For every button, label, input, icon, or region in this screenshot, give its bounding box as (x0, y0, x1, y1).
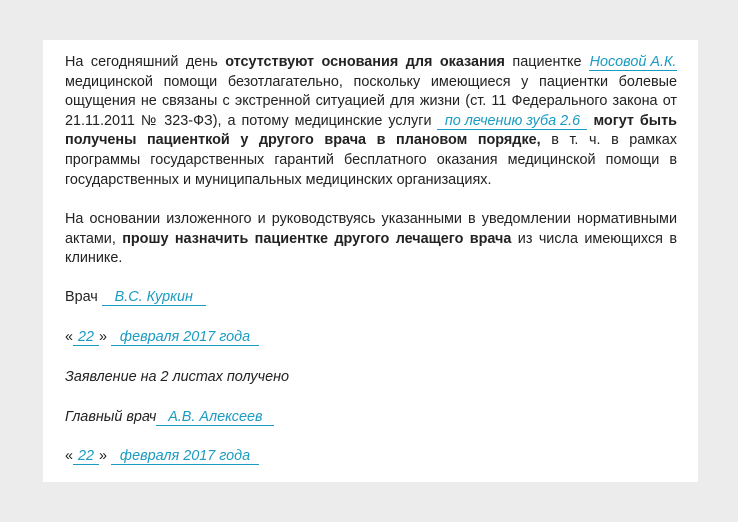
chief-signature-line (65, 408, 274, 428)
close-quote: » (99, 448, 108, 464)
document-page (43, 40, 698, 482)
month-year-field[interactable]: февраля 2017 года (111, 330, 259, 346)
open-quote: « (65, 329, 74, 345)
text: медицинской помощи безотлагательно, поскольку имеющиеся у пациентки болевые ощущения не связаны с экстренной ситуацией для жизни (ст. 11 Федерального закона от 21.11.2011 № 323-ФЗ), а потому медицинские услуги (65, 73, 677, 129)
date-line-2 (65, 447, 259, 467)
bold-text: могут быть получены пациенткой у другого врача в плановом порядке, (65, 112, 677, 149)
text: На основании изложенного и руководствуясь указанными в уведомлении нормативными актами, (65, 211, 677, 247)
day-field[interactable]: 22 (73, 330, 99, 346)
bold-text: отсутствуют основания для оказания (225, 54, 505, 70)
day-field[interactable]: 22 (73, 449, 99, 465)
date-line-1 (65, 328, 259, 348)
open-quote: « (65, 448, 74, 464)
doctor-label: Врач (65, 289, 98, 305)
bold-text: прошу назначить пациентке другого лечащего врача (122, 230, 512, 247)
doctor-signature-line (65, 288, 206, 308)
chief-label: Главный врач (65, 409, 157, 425)
text: На сегодняшний день (65, 54, 226, 70)
paragraph-request (65, 210, 677, 269)
text: из числа имеющихся в клинике. (65, 230, 677, 267)
month-year-field[interactable]: февраля 2017 года (111, 449, 259, 465)
close-quote: » (99, 329, 108, 345)
received-note: Заявление на 2 листах получено (65, 369, 289, 385)
text: пациентке (504, 54, 589, 70)
chief-name-field[interactable]: А.В. Алексеев (156, 410, 274, 426)
doctor-name-field[interactable]: В.С. Куркин (102, 290, 206, 306)
text: в т. ч. в рамках программы государственных гарантий бесплатного оказания медицинской помощи в государственных и муниципальных медицинских организациях. (65, 132, 677, 188)
patient-name-field[interactable]: Носовой А.К. (589, 54, 677, 70)
paragraph-grounds (65, 53, 677, 190)
service-field[interactable]: по лечению зуба 2.6 (437, 114, 587, 130)
